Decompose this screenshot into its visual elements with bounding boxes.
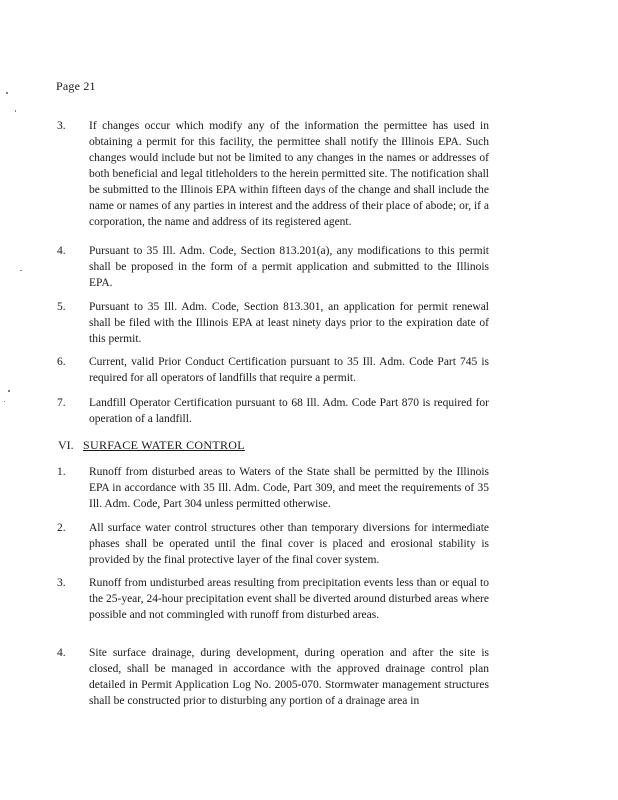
item-number: 4. [57, 245, 66, 257]
item-text: Runoff from disturbed areas to Waters of the State shall be permitted by the Illinois EPA in accordance with 35 Ill. Adm. Code, Part 309, and meet the requirements of 35 Ill. Adm. Code, Part 304 unless permitted otherwise. [89, 466, 489, 510]
scan-speck [4, 401, 5, 402]
scan-speck [6, 92, 8, 94]
item-text: Pursuant to 35 Ill. Adm. Code, Section 813.201(a), any modifications to this permit shall be proposed in the form of a permit application and submitted to the Illinois EPA. [89, 245, 489, 289]
item-number: 3. [57, 120, 66, 132]
section-heading [58, 437, 245, 453]
scan-speck [20, 270, 22, 271]
item-text: Current, valid Prior Conduct Certification pursuant to 35 Ill. Adm. Code Part 745 is required for all operators of landfills that require a permit. [89, 356, 489, 384]
item-text: If changes occur which modify any of the information the permittee has used in obtaining a permit for this facility, the permittee shall notify the Illinois EPA. Such changes would include but not be limited to any changes in the names or addresses of both beneficial and legal titleholders to the herein permitted site. The notification shall be submitted to the Illinois EPA within fifteen days of the change and shall include the name or names of any parties in interest and the address of their place of abode; or, if a corporation, the name and address of its registered agent. [89, 120, 489, 228]
item-number: 6. [57, 356, 66, 368]
item-text: Runoff from undisturbed areas resulting from precipitation events less than or equal to the 25-year, 24-hour precipitation event shall be diverted around disturbed areas where possible and not commingled with runoff from disturbed areas. [89, 577, 489, 621]
item-text: Site surface drainage, during development, during operation and after the site is closed, shall be managed in accordance with the approved drainage control plan detailed in Permit Application Log No. 2005-070. Stormwater management structures shall be constructed prior to disturbing any portion of a drainage area in [89, 647, 489, 707]
item-text: All surface water control structures other than temporary diversions for intermediate phases shall be operated until the final cover is placed and erosional stability is provided by the final protective layer of the final cover system. [89, 522, 489, 566]
page-number: Page 21 [56, 79, 96, 93]
item-text: Pursuant to 35 Ill. Adm. Code, Section 813.301, an application for permit renewal shall be filed with the Illinois EPA at least ninety days prior to the expiration date of this permit. [89, 301, 489, 345]
section-title: SURFACE WATER CONTROL [83, 438, 245, 452]
scan-speck [15, 110, 16, 112]
item-number: 3. [57, 577, 66, 589]
item-number: 5. [57, 301, 66, 313]
item-number: 1. [57, 466, 66, 478]
scan-speck [8, 390, 10, 392]
item-number: 7. [57, 397, 66, 409]
item-number: 4. [57, 647, 66, 659]
section-numeral: VI. [58, 438, 74, 452]
item-text: Landfill Operator Certification pursuant to 68 Ill. Adm. Code Part 870 is required for operation of a landfill. [89, 397, 489, 425]
item-number: 2. [57, 522, 66, 534]
